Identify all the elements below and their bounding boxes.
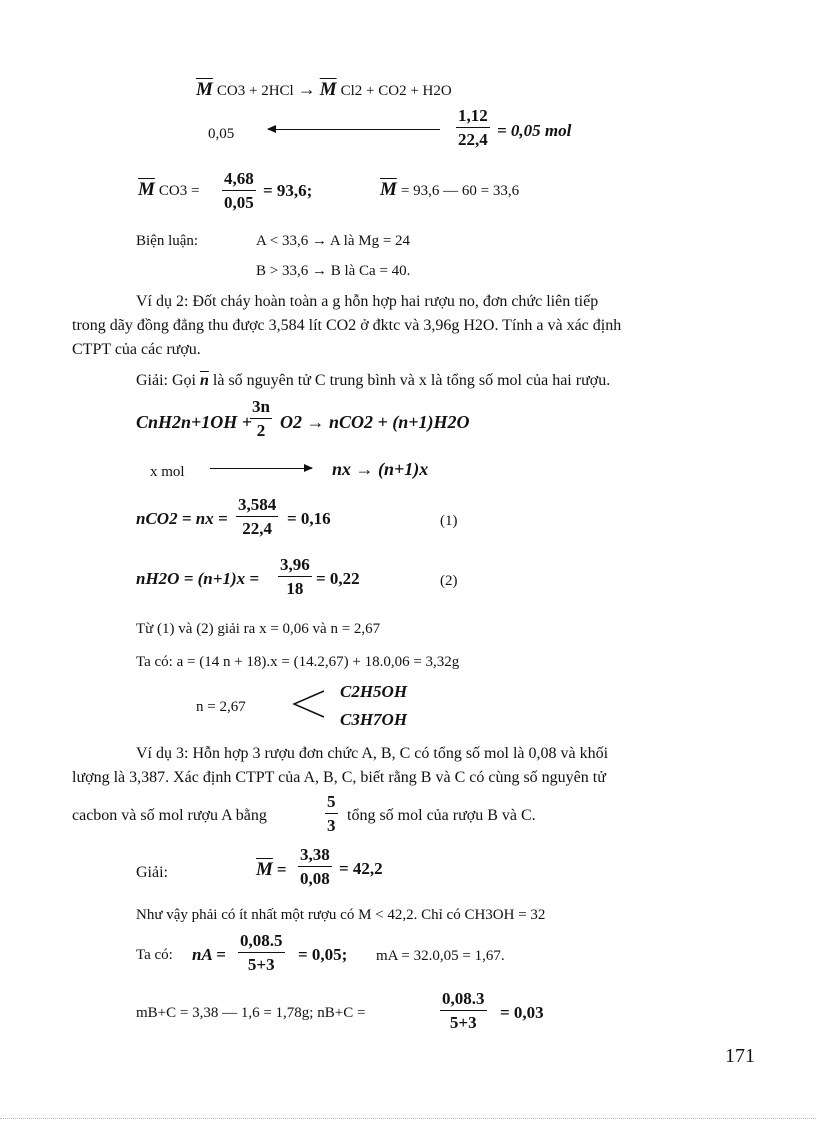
n-a-result: = 0,05;	[298, 945, 348, 964]
branch-chevron-icon	[290, 688, 326, 720]
example-3-line-3a: cacbon và số mol rượu A bằng	[72, 807, 267, 824]
combustion-reaction-rhs: O2 → nCO2 + (n+1)H2O	[280, 412, 470, 432]
alcohol-propanol: C3H7OH	[340, 710, 408, 729]
example-3-line-2: lượng là 3,387. Xác định CTPT của A, B, C, biết rằng B và C có cùng số nguyên tử	[72, 769, 606, 786]
numerator: 0,08.5	[238, 932, 285, 953]
metal-mass-expression	[380, 180, 519, 199]
example-2-line-1: Ví dụ 2: Đốt cháy hoàn toàn a g hỗn hợp hai rượu no, đơn chức liên tiếp	[136, 293, 599, 310]
average-molar-mass-lhs	[256, 860, 287, 879]
conclusion-b: B là Ca = 40.	[330, 263, 411, 279]
numerator: 3,96	[278, 556, 312, 577]
numerator: 3,38	[298, 846, 332, 867]
n-h2o-lhs: nH2O = (n+1)x =	[136, 569, 260, 588]
metal-symbol: $\overline{M}$	[380, 179, 397, 200]
molar-mass-expression	[138, 180, 199, 199]
left-arrow-icon	[268, 129, 440, 130]
fraction-3n-over-2	[250, 398, 272, 439]
implies-arrow-icon: →	[311, 263, 327, 279]
denominator: 18	[286, 579, 304, 598]
example-3-line-3b: tổng số mol của rượu B và C.	[347, 807, 536, 824]
metal-mass-rhs: = 93,6 — 60 = 33,6	[400, 183, 520, 199]
fraction-4-68-over-0-05	[222, 170, 256, 211]
example-2-line-3: CTPT của các rượu.	[72, 341, 201, 358]
n-co2-result: = 0,16	[287, 509, 331, 528]
numerator: 4,68	[222, 170, 256, 191]
numerator: 3n	[250, 398, 272, 419]
numerator: 3,584	[236, 496, 278, 517]
numerator: 1,12	[456, 107, 490, 128]
fraction-5-over-3	[325, 793, 338, 834]
from-1-and-2-line: Từ (1) và (2) giải ra x = 0,06 và n = 2,67	[136, 621, 381, 637]
page-number: 171	[725, 1045, 755, 1067]
n-b-c-result: = 0,03	[500, 1003, 544, 1022]
fraction-na	[238, 932, 285, 973]
m-b-c-line: mB+C = 3,38 — 1,6 = 1,78g; nB+C =	[136, 1005, 366, 1021]
denominator: 0,05	[224, 193, 254, 212]
equals-sign: =	[276, 860, 287, 879]
molar-mass-lhs: CO3 =	[158, 183, 200, 199]
fraction-3-584-over-22-4	[236, 496, 278, 537]
solution-intro-text: là số nguyên tử C trung bình và x là tổng số mol của hai rượu.	[212, 372, 611, 389]
example-2-line-2: trong dãy đồng đẳng thu được 3,584 lít CO2 ở đktc và 3,96g H2O. Tính a và xác định	[72, 317, 622, 334]
reaction-arrow-icon: →	[297, 79, 316, 99]
denominator: 22,4	[458, 130, 488, 149]
alcohol-ethanol: C2H5OH	[340, 682, 408, 701]
conclusion-a: A là Mg = 24	[329, 233, 411, 249]
right-arrow-icon	[210, 468, 312, 469]
equation-1-line	[196, 80, 452, 99]
n-h2o-result: = 0,22	[316, 569, 360, 588]
example-3-line-1: Ví dụ 3: Hỗn hợp 3 rượu đơn chức A, B, C có tổng số mol là 0,08 và khối	[136, 745, 609, 762]
mol-left-value: 0,05	[208, 126, 235, 142]
products: Cl2 + CO2 + H2O	[340, 83, 452, 99]
fraction-1-12-over-22-4	[456, 107, 490, 148]
fraction-nbc	[440, 990, 487, 1031]
condition-a: A < 33,6	[256, 233, 309, 249]
example-2-paragraph	[72, 290, 762, 362]
x-mol-label: x mol	[150, 464, 185, 480]
m-a-value: mA = 32.0,05 = 1,67.	[376, 948, 505, 964]
bien-luan-line-1	[256, 234, 410, 249]
fraction-3-96-over-18	[278, 556, 312, 597]
bien-luan-label: Biện luận:	[136, 233, 199, 249]
denominator: 5+3	[247, 955, 275, 974]
ta-co-label: Ta có:	[136, 947, 173, 963]
average-molar-mass-result: = 42,2	[339, 859, 383, 878]
nhu-vay-line: Như vậy phải có ít nhất một rượu có M < 42,2. Chỉ có CH3OH = 32	[136, 907, 546, 923]
reactants: CO3 + 2HCl	[216, 83, 294, 99]
solution-3-label: Giải:	[136, 864, 168, 881]
implies-arrow-icon: →	[311, 233, 327, 249]
bien-luan-line-2	[256, 264, 410, 279]
n-bar-symbol: $\overline{n}$	[200, 372, 209, 389]
metal-symbol: $\overline{M}$	[319, 79, 337, 100]
footer-rule	[0, 1118, 816, 1120]
n-co2-lhs: nCO2 = nx =	[136, 509, 228, 528]
x-mol-products: nx → (n+1)x	[332, 459, 429, 479]
example-3-paragraph	[72, 742, 762, 790]
fraction-3-38-over-0-08	[298, 846, 332, 887]
denominator: 0,08	[300, 869, 330, 888]
combustion-reaction-lhs: CnH2n+1OH +	[136, 412, 253, 432]
n-a-lhs: nA =	[192, 945, 226, 964]
metal-symbol: $\overline{M}$	[196, 79, 213, 100]
metal-symbol: $\overline{M}$	[138, 179, 155, 200]
numerator: 0,08.3	[440, 990, 487, 1011]
equation-label-1: (1)	[440, 513, 458, 529]
numerator: 5	[325, 793, 338, 814]
denominator: 3	[327, 816, 336, 835]
ta-co-a-line: Ta có: a = (14 n + 18).x = (14.2,67) + 18.0,06 = 3,32g	[136, 654, 460, 670]
condition-b: B > 33,6	[256, 263, 309, 279]
molar-mass-result: = 93,6;	[263, 181, 313, 200]
equation-label-2: (2)	[440, 573, 458, 589]
solution-2-intro	[136, 373, 610, 389]
denominator: 2	[256, 421, 266, 440]
solution-label: Giải: Gọi	[136, 372, 196, 389]
denominator: 5+3	[449, 1013, 477, 1032]
mol-result: = 0,05 mol	[497, 121, 572, 140]
denominator: 22,4	[242, 519, 272, 538]
metal-symbol: $\overline{M}$	[256, 859, 273, 880]
n-average-value: n = 2,67	[196, 699, 246, 715]
